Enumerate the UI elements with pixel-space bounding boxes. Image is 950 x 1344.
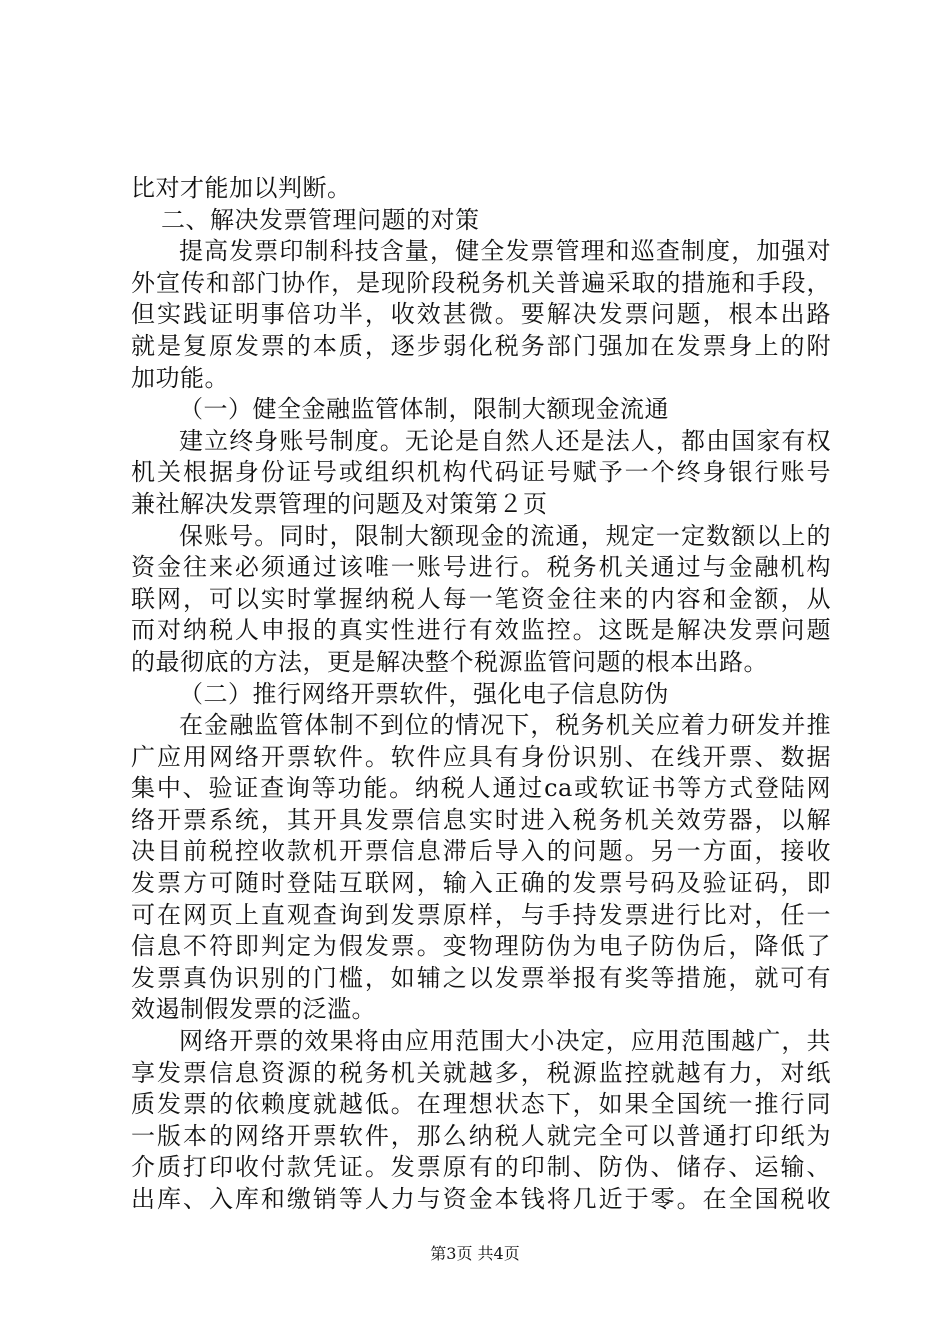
text-line: 网络开票的效果将由应用范围大小决定，应用范围越广，共	[179, 1027, 831, 1056]
text-line: 提高发票印制科技含量，健全发票管理和巡查制度，加强对	[179, 237, 831, 266]
text-line: 出库、入库和缴销等人力与资金本钱将几近于零。在全国税收	[131, 1185, 831, 1213]
text-line: 决目前税控收款机开票信息滞后导入的问题。另一方面，接收	[131, 837, 831, 866]
text-line: 比对才能加以判断。	[131, 174, 352, 202]
text-line: 信息不符即判定为假发票。变物理防伪为电子防伪后，降低了	[131, 932, 831, 961]
text-line: 在金融监管体制不到位的情况下，税务机关应着力研发并推	[179, 711, 831, 740]
text-line: 可在网页上直观查询到发票原样，与手持发票进行比对，任一	[131, 900, 831, 929]
text-line: 但实践证明事倍功半，收效甚微。要解决发票问题，根本出路	[131, 300, 831, 329]
text-line: 兼社解决发票管理的问题及对策第２页	[131, 489, 548, 518]
text-line: 发票真伪识别的门槛，如辅之以发票举报有奖等措施，就可有	[131, 963, 831, 992]
text-line: 建立终身账号制度。无论是自然人还是法人，都由国家有权	[179, 426, 831, 455]
text-line: 发票方可随时登陆互联网，输入正确的发票号码及验证码，即	[131, 869, 831, 898]
text-line: 保账号。同时，限制大额现金的流通，规定一定数额以上的	[179, 521, 831, 550]
text-line: 的最彻底的方法，更是解决整个税源监管问题的根本出路。	[131, 647, 768, 676]
text-line: 机关根据身份证号或组织机构代码证号赋予一个终身银行账号	[131, 458, 831, 487]
text-line: 资金往来必须通过该唯一账号进行。税务机关通过与金融机构	[131, 553, 831, 582]
text-line: 享发票信息资源的税务机关就越多，税源监控就越有力，对纸	[131, 1058, 831, 1087]
text-line: 介质打印收付款凭证。发票原有的印制、防伪、储存、运输、	[131, 1153, 831, 1182]
text-line: 质发票的依赖度就越低。在理想状态下，如果全国统一推行同	[131, 1090, 831, 1119]
text-line: 外宣传和部门协作，是现阶段税务机关普遍采取的措施和手段，	[131, 268, 831, 297]
text-line: 就是复原发票的本质，逐步弱化税务部门强加在发票身上的附	[131, 331, 831, 360]
text-line: 加功能。	[131, 363, 229, 392]
text-line: 广应用网络开票软件。软件应具有身份识别、在线开票、数据	[131, 742, 831, 771]
text-line: 而对纳税人申报的真实性进行有效监控。这既是解决发票问题	[131, 616, 831, 645]
document-body	[131, 173, 831, 1216]
text-line: （二）推行网络开票软件，强化电子信息防伪	[179, 679, 669, 708]
text-line: （一）健全金融监管体制，限制大额现金流通	[179, 395, 669, 424]
text-line: 络开票系统，其开具发票信息实时进入税务机关效劳器，以解	[131, 805, 831, 834]
text-line: 联网，可以实时掌握纳税人每一笔资金往来的内容和金额，从	[131, 584, 831, 613]
text-line: 集中、验证查询等功能。纳税人通过ca或软证书等方式登陆网	[131, 774, 831, 803]
text-line: 效遏制假发票的泛滥。	[131, 995, 376, 1024]
page-footer: 第3页 共4页	[430, 1244, 520, 1263]
text-line: 一版本的网络开票软件，那么纳税人就完全可以普通打印纸为	[131, 1121, 831, 1150]
text-line: 二、解决发票管理问题的对策	[161, 205, 480, 234]
